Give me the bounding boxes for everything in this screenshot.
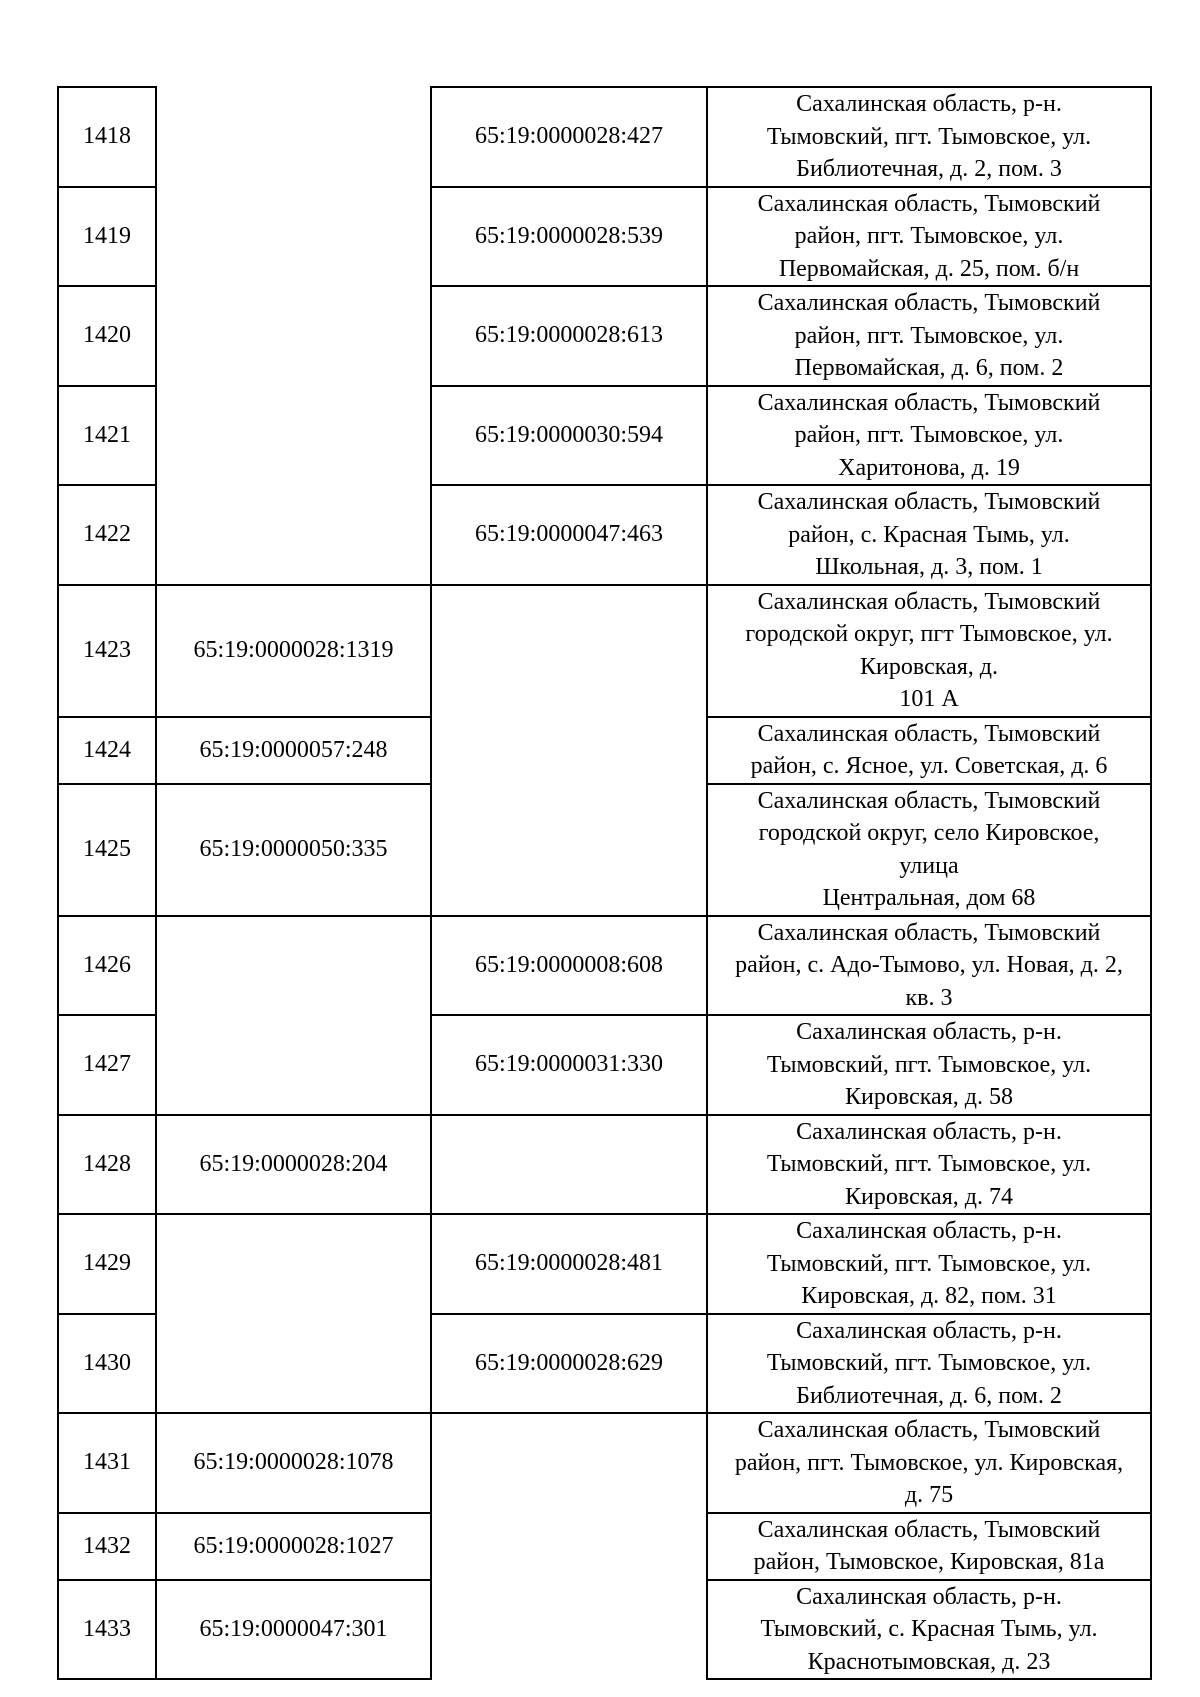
room-cadastral-cell — [431, 717, 707, 784]
building-cadastral-cell: 65:19:0000028:1027 — [156, 1513, 431, 1580]
address-cell: Сахалинская область, Тымовский район, пгт. Тымовское, ул. Первомайская, д. 25, пом. б/н — [707, 187, 1151, 287]
address-cell: Сахалинская область, р-н. Тымовский, с. Красная Тымь, ул. Краснотымовская, д. 23 — [707, 1580, 1151, 1680]
address-cell: Сахалинская область, Тымовский район, пгт. Тымовское, ул. Первомайская, д. 6, пом. 2 — [707, 286, 1151, 386]
registry-table — [57, 86, 1152, 1680]
room-cadastral-cell: 65:19:0000028:481 — [431, 1214, 707, 1314]
building-cadastral-cell — [156, 485, 431, 585]
room-cadastral-cell: 65:19:0000028:539 — [431, 187, 707, 287]
table-row — [58, 87, 1151, 187]
row-number-cell: 1418 — [58, 87, 156, 187]
table-row — [58, 286, 1151, 386]
address-cell: Сахалинская область, р-н. Тымовский, пгт. Тымовское, ул. Кировская, д. 82, пом. 31 — [707, 1214, 1151, 1314]
room-cadastral-cell — [431, 585, 707, 717]
address-cell: Сахалинская область, Тымовский район, с. Ясное, ул. Советская, д. 6 — [707, 717, 1151, 784]
building-cadastral-cell: 65:19:0000028:204 — [156, 1115, 431, 1215]
address-cell: Сахалинская область, Тымовский район, с. Красная Тымь, ул. Школьная, д. 3, пом. 1 — [707, 485, 1151, 585]
row-number-cell: 1424 — [58, 717, 156, 784]
building-cadastral-cell — [156, 87, 431, 187]
building-cadastral-cell — [156, 187, 431, 287]
room-cadastral-cell — [431, 1580, 707, 1680]
table-row — [58, 485, 1151, 585]
building-cadastral-cell — [156, 916, 431, 1016]
building-cadastral-cell — [156, 1214, 431, 1314]
row-number-cell: 1433 — [58, 1580, 156, 1680]
row-number-cell: 1420 — [58, 286, 156, 386]
address-cell: Сахалинская область, Тымовский район, пгт. Тымовское, ул. Харитонова, д. 19 — [707, 386, 1151, 486]
address-cell: Сахалинская область, Тымовский городской округ, село Кировское, улица Центральная, дом 68 — [707, 784, 1151, 916]
table-row — [58, 1580, 1151, 1680]
table-row — [58, 916, 1151, 1016]
table-row — [58, 585, 1151, 717]
table-row — [58, 1314, 1151, 1414]
table-row — [58, 1413, 1151, 1513]
table-row — [58, 717, 1151, 784]
row-number-cell: 1421 — [58, 386, 156, 486]
building-cadastral-cell: 65:19:0000050:335 — [156, 784, 431, 916]
address-cell: Сахалинская область, Тымовский район, Тымовское, Кировская, 81а — [707, 1513, 1151, 1580]
room-cadastral-cell — [431, 784, 707, 916]
address-cell: Сахалинская область, р-н. Тымовский, пгт. Тымовское, ул. Библиотечная, д. 6, пом. 2 — [707, 1314, 1151, 1414]
building-cadastral-cell — [156, 386, 431, 486]
table-row — [58, 1015, 1151, 1115]
table-row — [58, 1115, 1151, 1215]
row-number-cell: 1423 — [58, 585, 156, 717]
registry-body — [58, 87, 1151, 1679]
table-row — [58, 187, 1151, 287]
room-cadastral-cell — [431, 1513, 707, 1580]
table-row — [58, 1513, 1151, 1580]
building-cadastral-cell: 65:19:0000057:248 — [156, 717, 431, 784]
room-cadastral-cell: 65:19:0000047:463 — [431, 485, 707, 585]
address-cell: Сахалинская область, р-н. Тымовский, пгт. Тымовское, ул. Кировская, д. 58 — [707, 1015, 1151, 1115]
address-cell: Сахалинская область, р-н. Тымовский, пгт. Тымовское, ул. Кировская, д. 74 — [707, 1115, 1151, 1215]
row-number-cell: 1429 — [58, 1214, 156, 1314]
row-number-cell: 1419 — [58, 187, 156, 287]
row-number-cell: 1428 — [58, 1115, 156, 1215]
room-cadastral-cell: 65:19:0000028:613 — [431, 286, 707, 386]
row-number-cell: 1431 — [58, 1413, 156, 1513]
row-number-cell: 1426 — [58, 916, 156, 1016]
table-row — [58, 1214, 1151, 1314]
room-cadastral-cell: 65:19:0000031:330 — [431, 1015, 707, 1115]
room-cadastral-cell — [431, 1413, 707, 1513]
row-number-cell: 1425 — [58, 784, 156, 916]
building-cadastral-cell — [156, 286, 431, 386]
address-cell: Сахалинская область, Тымовский район, пгт. Тымовское, ул. Кировская, д. 75 — [707, 1413, 1151, 1513]
table-row — [58, 784, 1151, 916]
row-number-cell: 1427 — [58, 1015, 156, 1115]
address-cell: Сахалинская область, Тымовский городской округ, пгт Тымовское, ул. Кировская, д. 101 А — [707, 585, 1151, 717]
room-cadastral-cell: 65:19:0000028:427 — [431, 87, 707, 187]
row-number-cell: 1430 — [58, 1314, 156, 1414]
room-cadastral-cell — [431, 1115, 707, 1215]
row-number-cell: 1422 — [58, 485, 156, 585]
room-cadastral-cell: 65:19:0000008:608 — [431, 916, 707, 1016]
building-cadastral-cell — [156, 1015, 431, 1115]
row-number-cell: 1432 — [58, 1513, 156, 1580]
table-row — [58, 386, 1151, 486]
address-cell: Сахалинская область, Тымовский район, с. Адо-Тымово, ул. Новая, д. 2, кв. 3 — [707, 916, 1151, 1016]
address-cell: Сахалинская область, р-н. Тымовский, пгт. Тымовское, ул. Библиотечная, д. 2, пом. 3 — [707, 87, 1151, 187]
building-cadastral-cell: 65:19:0000028:1078 — [156, 1413, 431, 1513]
room-cadastral-cell: 65:19:0000028:629 — [431, 1314, 707, 1414]
building-cadastral-cell — [156, 1314, 431, 1414]
building-cadastral-cell: 65:19:0000047:301 — [156, 1580, 431, 1680]
room-cadastral-cell: 65:19:0000030:594 — [431, 386, 707, 486]
building-cadastral-cell: 65:19:0000028:1319 — [156, 585, 431, 717]
